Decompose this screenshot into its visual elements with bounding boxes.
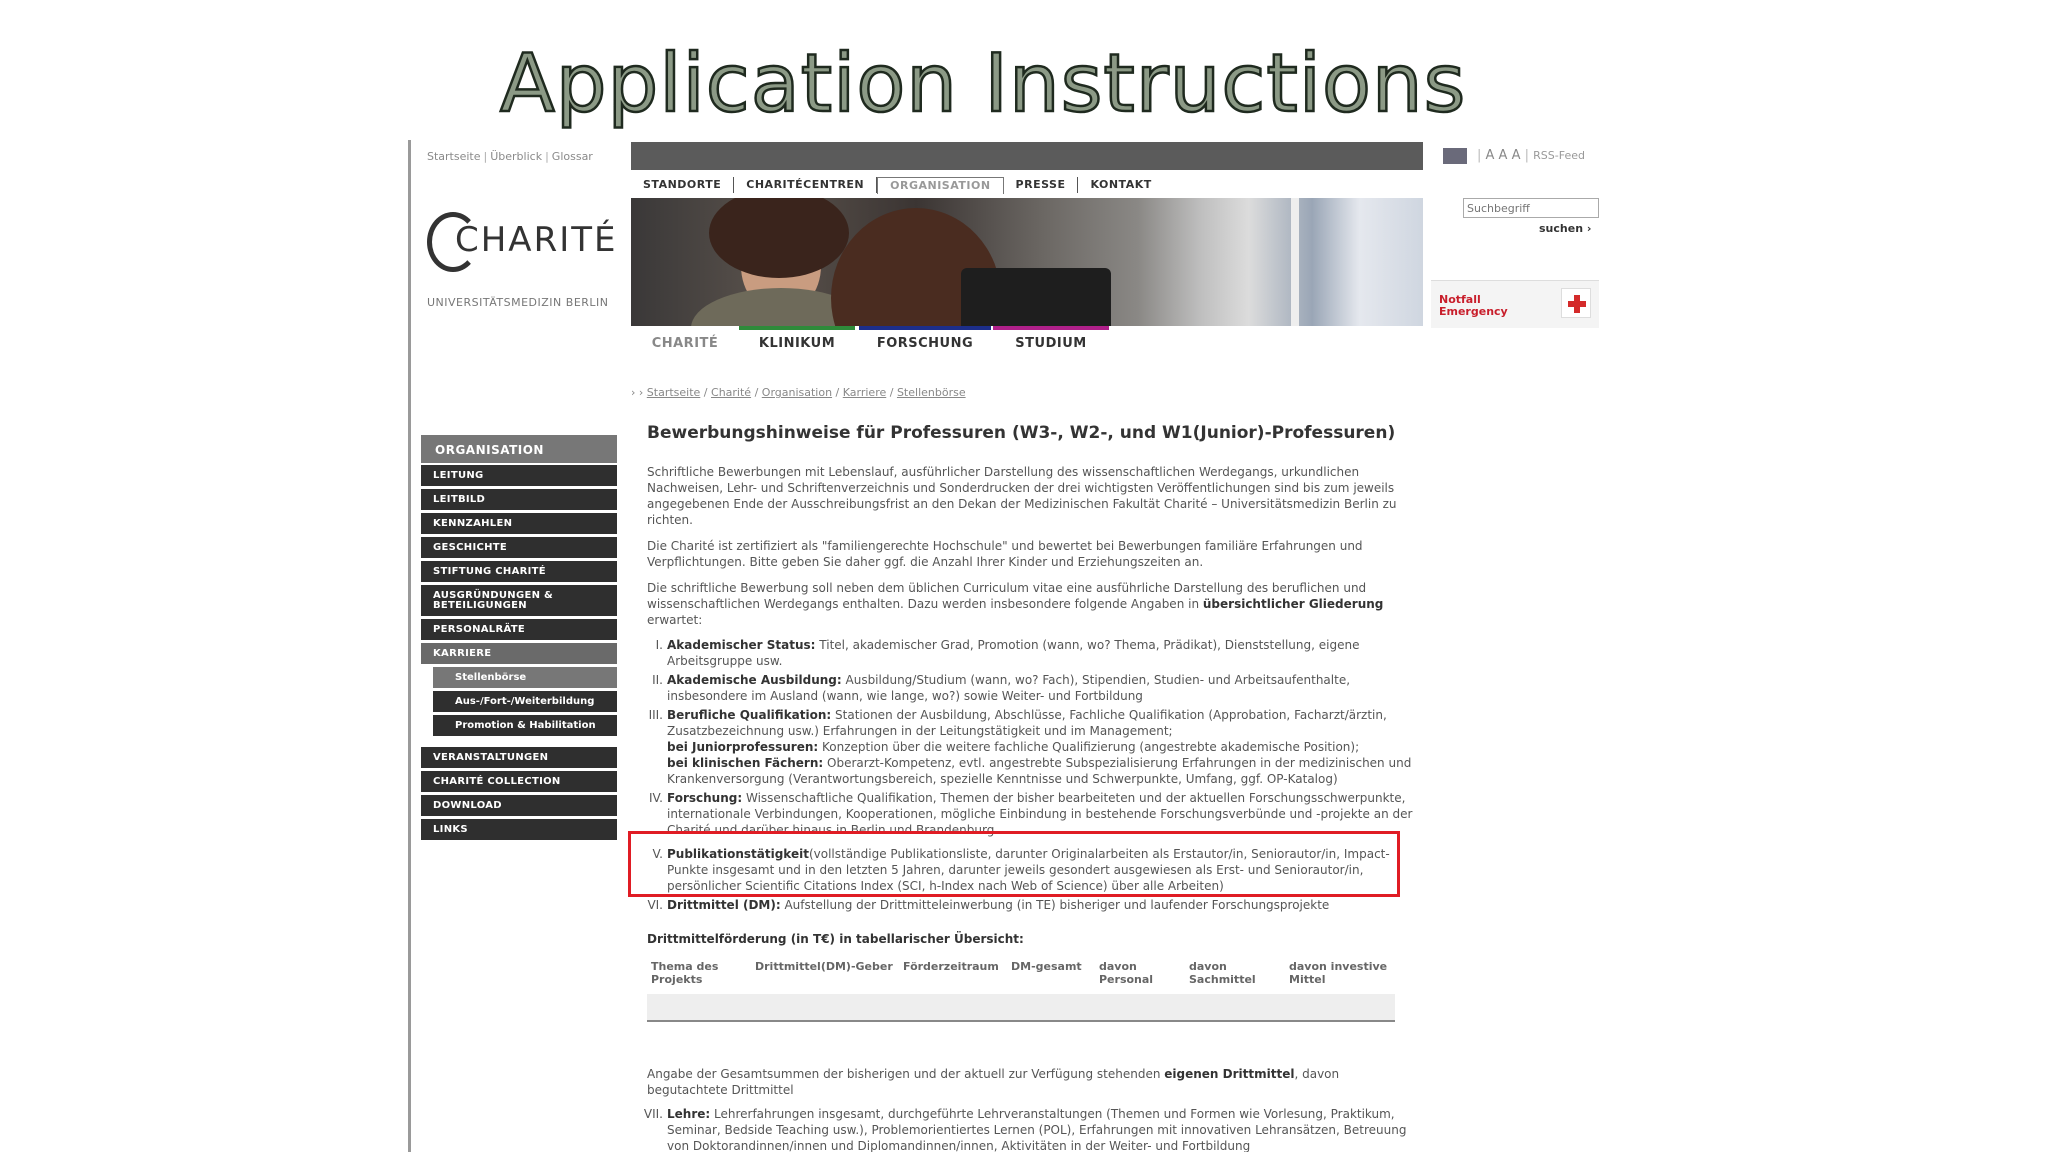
list-item	[647, 897, 1423, 913]
subnav-charite[interactable]	[631, 326, 739, 356]
sidebar-item-leitbild[interactable]: LEITBILD	[421, 489, 617, 510]
sidebar-item-veranstaltungen[interactable]: VERANSTALTUNGEN	[421, 747, 617, 768]
list-item-text: Stationen der Ausbildung, Abschlüsse, Fachliche Qualifikation (Approbation, Facharzt/ärztin, Zusatzbezeichnung usw.) Erfahrungen in der Leitungstätigkeit und im Management;	[667, 708, 1387, 738]
emergency-label-en: Emergency	[1439, 305, 1508, 318]
list-item-text: (vollständige Publikationsliste, darunter Originalarbeiten als Erstautor/in, Seniorautor/in, Impact-Punkte insgesamt und in den letzten 5 Jahren, darunter jeweils gesondert ausgewiesen als Erst- und Seniorautor/in, persönlicher Scientific Citations Index (SCI, h-Index nach Web of Science) über alle Arbeiten)	[667, 847, 1390, 893]
list-item-number: I.	[655, 638, 663, 652]
sidebar-item-kennzahlen[interactable]: KENNZAHLEN	[421, 513, 617, 534]
table-header: Drittmittel(DM)-Geber	[755, 960, 893, 973]
subnav-charite-label: CHARITÉ	[651, 336, 719, 351]
nav-chariteccentren[interactable]: CHARITÉCENTREN	[734, 177, 877, 193]
nav-presse[interactable]: PRESSE	[1004, 177, 1079, 193]
table-header: davon investive Mittel	[1289, 960, 1388, 986]
intro-paragraph: Schriftliche Bewerbungen mit Lebenslauf, ausführlicher Darstellung des wissenschaftlichen Werdegangs, urkundlichen Nachweisen, Lehr- und Schriftenverzeichnis und Sonderdrucken der drei wichtigsten Veröffentlichungen sind bis zum jeweils angegebenen Ende der Ausschreibungsfrist an den Dekan der Medizinischen Fakultät Charité – Universitätsmedizin Berlin zu richten.	[647, 465, 1397, 527]
expectations-text-b: übersichtlicher Gliederung	[1202, 597, 1384, 611]
list-item-text: Ausbildung/Studium (wann, wo? Fach), Stipendien, Studien- und Arbeitsaufenthalte, insbesondere im Ausland (wann, wie lange, wo?) sowie Weiter- und Fortbildung	[667, 673, 1351, 703]
logo-subtitle: UNIVERSITÄTSMEDIZIN BERLIN	[427, 296, 609, 309]
sidebar-item-karriere[interactable]: KARRIERE	[421, 643, 617, 664]
list-item-text: Aufstellung der Drittmitteleinwerbung (in TE) bisheriger und laufender Forschungsprojekte	[780, 898, 1330, 912]
list-item-number: V.	[652, 847, 663, 861]
search-button[interactable]: suchen ›	[1539, 222, 1592, 235]
family-paragraph: Die Charité ist zertifiziert als "familiengerechte Hochschule" und bewertet bei Bewerbungen familiäre Erfahrungen und Verpflichtungen. Bitte geben Sie daher ggf. die Anzahl Ihrer Kinder und Erziehungszeiten an.	[647, 539, 1363, 569]
list-item	[647, 707, 1423, 787]
emergency-label[interactable]	[1439, 294, 1508, 318]
list-item-label: Lehre:	[667, 1107, 711, 1121]
breadcrumb-charite[interactable]: Charité	[711, 386, 752, 399]
table-header: Thema des Projekts	[651, 960, 719, 986]
list-item-label: Forschung:	[667, 791, 743, 805]
sidebar-item-collection[interactable]: CHARITÉ COLLECTION	[421, 771, 617, 792]
page-title: Bewerbungshinweise für Professuren (W3-, W2-, und W1(Junior)-Professuren)	[647, 423, 1396, 443]
list-item-label: Berufliche Qualifikation:	[667, 708, 832, 722]
sidebar-item-leitung[interactable]: LEITUNG	[421, 465, 617, 486]
red-cross-icon[interactable]	[1561, 288, 1591, 318]
util-link-startseite[interactable]: Startseite	[427, 150, 481, 163]
charite-logo-text[interactable]: CHARITÉ	[455, 220, 618, 260]
list-item-number: VII.	[643, 1107, 663, 1121]
sidebar-item-stiftung[interactable]: STIFTUNG CHARITÉ	[421, 561, 617, 582]
funding-summary-b: eigenen Drittmittel	[1164, 1067, 1295, 1081]
list-item-number: VI.	[647, 898, 663, 912]
list-item-text: Lehrerfahrungen insgesamt, durchgeführte Lehrveranstaltungen (Themen und Formen wie Vorlesung, Praktikum, Seminar, Bedside Teaching usw.), Problemorientiertes Lernen (POL), Erfahrungen mit innovativen Lehransätzen, Betreuung von Doktorandinnen/innen und Diplomandinnen/innen, Aktivitäten in der Weiter- und Fortbildung	[667, 1107, 1407, 1152]
sidebar-item-download[interactable]: DOWNLOAD	[421, 795, 617, 816]
funding-summary-paragraph	[647, 1066, 1417, 1098]
util-right: | A A A | RSS-Feed	[1477, 148, 1585, 163]
nav-kontakt[interactable]: KONTAKT	[1090, 178, 1152, 191]
util-link-ueberblick[interactable]: Überblick	[490, 150, 543, 163]
funding-summary-a: Angabe der Gesamtsummen der bisherigen und der aktuell zur Verfügung stehenden	[647, 1067, 1165, 1081]
font-size-toggle[interactable]: A A A	[1485, 148, 1521, 163]
sub-nav	[631, 326, 1423, 360]
funding-table	[647, 958, 1395, 1022]
funding-summary-c: , davon begutachtete Drittmittel	[647, 1067, 1340, 1097]
list-item-label: Publikationstätigkeit	[667, 847, 809, 861]
breadcrumb-organisation[interactable]: Organisation	[761, 386, 833, 399]
list-item-label: Akademischer Status:	[667, 638, 816, 652]
hero-laptop	[961, 268, 1111, 326]
list-item-label: Akademische Ausbildung:	[667, 673, 842, 687]
table-header: davon Sachmittel	[1189, 960, 1256, 986]
hero-hair-1	[709, 198, 849, 278]
uk-flag-icon[interactable]	[1443, 148, 1467, 164]
breadcrumb-stellenboerse[interactable]: Stellenbörse	[896, 386, 966, 399]
rss-feed-link[interactable]: RSS-Feed	[1533, 149, 1585, 162]
list-item-sublabel: bei Juniorprofessuren:	[667, 740, 819, 754]
list-item-text: Titel, akademischer Grad, Promotion (wann, wo? Thema, Prädikat), Dienststellung, eigene Arbeitsgruppe usw.	[667, 638, 1360, 668]
requirements-list-cont	[643, 1106, 1423, 1152]
table-header: DM-gesamt	[1011, 960, 1082, 973]
sidebar-sub-weiterbildung[interactable]: Aus-/Fort-/Weiterbildung	[433, 691, 617, 712]
sidebar-heading[interactable]: ORGANISATION	[421, 435, 617, 463]
list-item-subtext: Oberarzt-Kompetenz, evtl. angestrebte Subspezialisierung Erfahrungen in der medizinischen und Krankenversorgung (Verantwortungsbereich, spezielle Kenntnisse und Schwerpunkte, Umfang, ggf. OP-Katalog)	[667, 756, 1412, 786]
slide-title: Application Instructions	[500, 37, 1467, 130]
expectations-text-a: Die schriftliche Bewerbung soll neben dem üblichen Curriculum vitae eine ausführliche Darstellung des beruflichen und wissenschaftlichen Werdegangs enthalten. Dazu werden insbesondere folgende Angaben in	[647, 581, 1367, 611]
breadcrumb-startseite[interactable]: Startseite	[646, 386, 701, 399]
list-item-number: II.	[652, 673, 663, 687]
hero-frame	[1291, 198, 1299, 326]
subnav-forschung-label: FORSCHUNG	[876, 336, 974, 351]
list-item	[643, 1106, 1423, 1152]
sidebar	[421, 435, 617, 843]
sidebar-item-geschichte[interactable]: GESCHICHTE	[421, 537, 617, 558]
util-link-glossar[interactable]: Glossar	[551, 150, 593, 163]
nav-organisation[interactable]: ORGANISATION	[877, 177, 1003, 194]
sidebar-item-personalraete[interactable]: PERSONALRÄTE	[421, 619, 617, 640]
list-item	[647, 637, 1423, 669]
table-header: davon Personal	[1099, 960, 1154, 986]
sidebar-item-links[interactable]: LINKS	[421, 819, 617, 840]
expectations-paragraph	[647, 580, 1417, 628]
list-item-sublabel: bei klinischen Fächern:	[667, 756, 824, 770]
list-item	[647, 672, 1423, 704]
table-header: Förderzeitraum	[903, 960, 999, 973]
list-item-label: Drittmittel (DM):	[667, 898, 781, 912]
list-item-text: Wissenschaftliche Qualifikation, Themen der bisher bearbeiteten und der aktuellen Forschungsschwerpunkte, internationale Verbindungen, Kooperationen, mögliche Einbindung in bestehende Forschungsverbünde und -projekte an der Charité und darüber hinaus in Berlin und Brandenburg	[667, 791, 1413, 837]
list-item-number: IV.	[648, 791, 663, 805]
main-nav	[631, 176, 1164, 194]
browser-screenshot	[408, 140, 1600, 1152]
breadcrumb-prefix: › ›	[631, 386, 647, 399]
emergency-label-de: Notfall	[1439, 293, 1481, 306]
subnav-klinikum-label: KLINIKUM	[758, 336, 836, 351]
list-item-number: III.	[648, 708, 663, 722]
highlight-box	[628, 831, 1400, 897]
util-links: Startseite | Überblick | Glossar	[427, 150, 593, 163]
subnav-studium-label: STUDIUM	[1015, 336, 1087, 351]
sidebar-sub-stellenboerse[interactable]: Stellenbörse	[433, 667, 617, 688]
hero-image	[631, 198, 1423, 326]
expectations-text-c: erwartet:	[647, 613, 703, 627]
subnav-studium[interactable]	[993, 326, 1109, 356]
table-header-row	[647, 958, 1395, 988]
breadcrumb-karriere[interactable]: Karriere	[842, 386, 887, 399]
nav-standorte[interactable]: STANDORTE	[631, 177, 734, 193]
table-row	[647, 994, 1395, 1022]
table-title: Drittmittelförderung (in T€) in tabellarischer Übersicht:	[647, 932, 1024, 946]
sidebar-sub-promotion[interactable]: Promotion & Habilitation	[433, 715, 617, 736]
search-input[interactable]	[1463, 198, 1599, 218]
top-bar	[631, 142, 1423, 170]
sidebar-item-ausgruendungen[interactable]: AUSGRÜNDUNGEN & BETEILIGUNGEN	[421, 585, 617, 616]
subnav-forschung[interactable]	[859, 326, 991, 356]
subnav-klinikum[interactable]	[739, 326, 855, 356]
list-item-subtext: Konzeption über die weitere fachliche Qualifizierung (angestrebte akademische Position);	[818, 740, 1360, 754]
breadcrumb: › › Startseite / Charité / Organisation / Karriere / Stellenbörse	[631, 386, 966, 399]
